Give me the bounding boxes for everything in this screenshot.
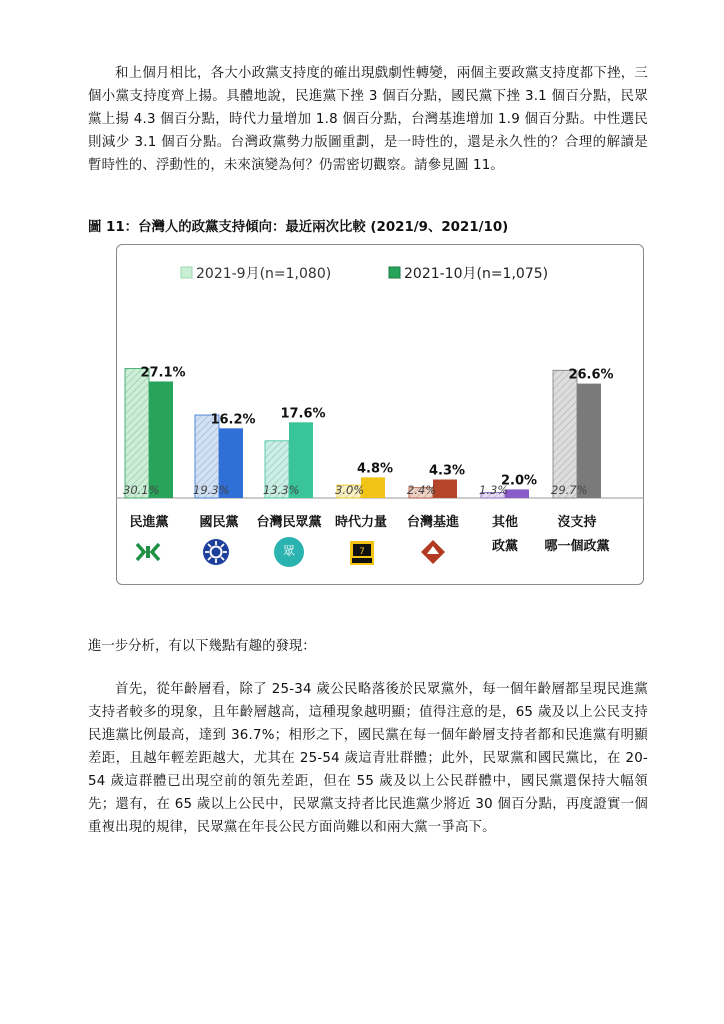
category-label-none: 沒支持: [557, 515, 597, 530]
value-label-curr-npp: 4.8%: [356, 461, 394, 477]
category-label-tsp: 台灣基進: [406, 515, 460, 530]
party-support-chart: [116, 244, 644, 585]
value-label-curr-tpp: 17.6%: [280, 406, 326, 422]
category-label-none-line2: 哪一個政黨: [544, 539, 610, 554]
figure-caption: 圖 11：台灣人的政黨支持傾向：最近兩次比較 (2021/9、2021/10): [88, 220, 509, 235]
value-label-prev-npp: 3.0%: [335, 483, 365, 497]
legend-swatch-curr: [389, 267, 400, 278]
legend-swatch-prev: [181, 267, 192, 278]
category-label-tpp: 台灣民眾黨: [256, 515, 322, 530]
npp-logo: [350, 541, 374, 565]
bar-curr-oth: [505, 489, 529, 498]
value-label-curr-oth: 2.0%: [500, 473, 538, 489]
value-label-prev-dpp: 30.1%: [123, 483, 160, 497]
bar-curr-npp: [361, 477, 385, 498]
category-label-dpp: 民進黨: [129, 515, 169, 530]
paragraph-intro: 和上個月相比，各大小政黨支持度的確出現戲劇性轉變，兩個主要政黨支持度都下挫，三個小黨支持度齊上揚。具體地說，民進黨下挫 3 個百分點，國民黨下挫 3.1 個百分點，民眾黨上揚 4.3 個百分點，時代力量增加 1.8 個百分點，台灣基進增加 1.9 個百分點。中性選民則減少 3.1 個百分點。台灣政黨勢力版圖重劃，是一時性的，還是永久性的？合理的解讀是暫時性的、浮動性的，未來演變為何？仍需密切觀察。請參見圖 11。: [88, 66, 648, 173]
bars-group: [123, 365, 614, 498]
category-label-kmt: 國民黨: [199, 515, 239, 530]
kmt-logo: [203, 539, 229, 565]
legend-label-prev: 2021-9月(n=1,080): [196, 266, 332, 282]
svg-text:7: 7: [359, 547, 365, 557]
category-label-oth: 其他: [491, 515, 519, 530]
category-label-oth-line2: 政黨: [491, 539, 519, 554]
svg-text:眾: 眾: [282, 544, 296, 558]
chart-canvas: [117, 245, 643, 584]
tsp-logo: [421, 540, 445, 564]
bar-prev-hatch-dpp: [125, 369, 149, 498]
value-label-curr-dpp: 27.1%: [140, 365, 186, 381]
paragraph-age-analysis: 首先，從年齡層看，除了 25-34 歲公民略落後於民眾黨外，每一個年齡層都呈現民進黨支持者較多的現象，且年齡層越高，這種現象越明顯；值得注意的是，65 歲及以上公民支持民進黨比例最高，達到 36.7%；相形之下，國民黨在每一個年齡層支持者都和民進黨有明顯差距，且越年輕差距越大，尤其在 25-54 歲這青壯群體；此外，民眾黨和國民黨比，在 20-54 歲這群體已出現空前的領先差距，但在 55 歲及以上公民群體中，國民黨還保持大幅領先；還有，在 65 歲以上公民中，民眾黨支持者比民進黨少將近 30 個百分點，再度證實一個重複出現的規律，民眾黨在年長公民方面尚難以和兩大黨一爭高下。: [88, 682, 648, 835]
value-label-prev-none: 29.7%: [551, 483, 588, 497]
value-label-prev-kmt: 19.3%: [193, 483, 230, 497]
value-label-prev-tsp: 2.4%: [407, 483, 437, 497]
legend: [181, 266, 548, 282]
bar-curr-tsp: [433, 480, 457, 498]
value-label-curr-tsp: 4.3%: [428, 463, 466, 479]
bar-curr-dpp: [149, 381, 173, 498]
value-label-curr-kmt: 16.2%: [210, 412, 256, 428]
value-label-prev-tpp: 13.3%: [263, 483, 300, 497]
bar-prev-hatch-none: [553, 370, 577, 498]
analysis-intro: 進一步分析，有以下幾點有趣的發現：: [88, 639, 316, 654]
bar-curr-none: [577, 384, 601, 498]
category-label-npp: 時代力量: [334, 515, 388, 530]
legend-label-curr: 2021-10月(n=1,075): [404, 266, 549, 282]
value-label-prev-oth: 1.3%: [479, 483, 509, 497]
tpp-logo: [274, 537, 304, 567]
dpp-logo: [135, 541, 161, 563]
value-label-curr-none: 26.6%: [568, 367, 614, 383]
